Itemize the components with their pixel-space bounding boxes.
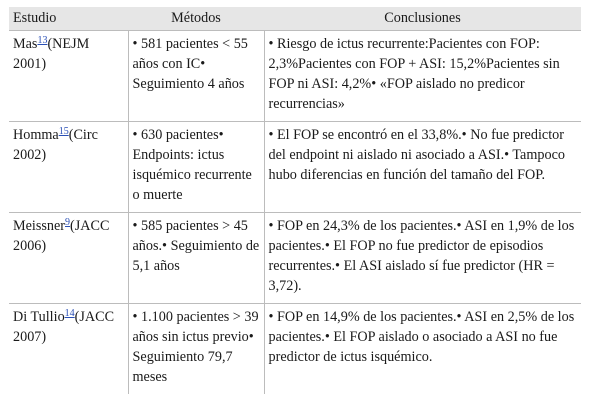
table-row	[9, 213, 581, 304]
table-row	[9, 122, 581, 213]
conclusions-cell: • FOP en 24,3% de los pacientes.• ASI en 1,9% de los pacientes.• El FOP no fue predictor de episodios recurrentes.• El ASI aislado sí fue predictor (HR = 3,72).	[268, 218, 575, 294]
study-journal: (Circ 2002)	[13, 127, 98, 163]
study-journal: (NEJM 2001)	[13, 36, 90, 72]
study-cell	[9, 213, 128, 304]
study-journal: (JACC 2006)	[13, 218, 110, 254]
table-row	[9, 31, 581, 122]
study-name: Homma	[13, 127, 59, 143]
header-metodos: Métodos	[128, 7, 264, 31]
study-cell	[9, 122, 128, 213]
conclusions-cell: • El FOP se encontró en el 33,8%.• No fue predictor del endpoint ni aislado ni asociado a ASI.• Tampoco hubo diferencias en función del tamaño del FOP.	[268, 127, 565, 183]
study-cell	[9, 304, 128, 395]
reference-link[interactable]: 15	[58, 126, 69, 137]
table-header-row	[9, 7, 581, 31]
studies-table-container	[9, 7, 581, 394]
conclusions-cell: • FOP en 14,9% de los pacientes.• ASI en 2,5% de los pacientes.• El FOP aislado o asociado a ASI no fue predictor de ictus isquémico.	[268, 309, 575, 365]
reference-link[interactable]: 14	[64, 308, 75, 319]
table-row	[9, 304, 581, 395]
methods-cell: • 1.100 pacientes > 39 años sin ictus previo• Seguimiento 79,7 meses	[128, 304, 264, 395]
reference-link[interactable]: 9	[65, 217, 71, 228]
study-name: Di Tullio	[13, 309, 65, 325]
study-cell	[9, 31, 128, 122]
reference-link[interactable]: 13	[37, 35, 48, 46]
study-journal: (JACC 2007)	[13, 309, 115, 345]
study-name: Mas	[13, 36, 38, 52]
conclusions-cell: • Riesgo de ictus recurrente:Pacientes con FOP: 2,3%Pacientes con FOP + ASI: 15,2%Pacientes sin FOP ni ASI: 4,2%• «FOP aislado no predicor recurrencias»	[268, 36, 560, 112]
studies-table	[9, 7, 581, 394]
header-conclusiones: Conclusiones	[264, 7, 581, 31]
study-name: Meissner	[13, 218, 66, 234]
header-estudio: Estudio	[9, 7, 128, 31]
methods-cell: • 585 pacientes > 45 años.• Seguimiento de 5,1 años	[128, 213, 264, 304]
methods-cell: • 581 pacientes < 55 años con IC• Seguimiento 4 años	[128, 31, 264, 122]
methods-cell: • 630 pacientes• Endpoints: ictus isquémico recurrente o muerte	[128, 122, 264, 213]
